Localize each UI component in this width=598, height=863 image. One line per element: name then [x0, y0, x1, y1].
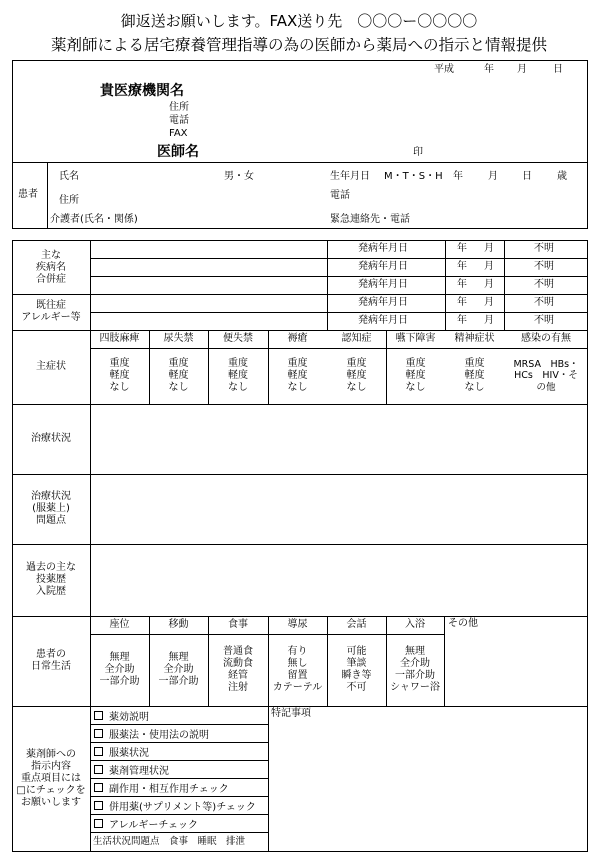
symptom-header: 尿失禁 — [163, 332, 194, 344]
checkbox[interactable] — [94, 711, 103, 720]
patient-side-label: 患者 — [18, 189, 38, 200]
daily-header: 座位 — [109, 618, 130, 630]
checklist-item-allergy[interactable]: アレルギーチェック — [94, 814, 198, 832]
symptom-header: 嚥下障害 — [395, 332, 436, 344]
institution-address-label: 住所 — [169, 102, 189, 113]
symptom-levels: 重度 軽度 なし — [405, 357, 426, 394]
daily-header: 移動 — [168, 618, 189, 630]
patient-birth-era: M・T・S・H — [384, 171, 443, 182]
patient-birth-label: 生年月日 — [330, 171, 370, 182]
institution-fax-label: FAX — [169, 128, 188, 139]
form-title: 薬剤師による居宅療養管理指導の為の医師から薬局への指示と情報提供 — [50, 36, 547, 54]
past-history-label: 過去の主な 投薬歴 入院歴 — [26, 561, 76, 598]
daily-header: 食事 — [228, 618, 248, 630]
patient-sex: 男・女 — [224, 171, 254, 182]
medication-issues-label: 治療状況 (服薬上) 問題点 — [31, 490, 71, 527]
institution-phone-label: 電話 — [169, 115, 189, 126]
daily-header: 導尿 — [287, 618, 308, 630]
institution-patient-box — [12, 60, 588, 229]
symptom-header: 便失禁 — [223, 332, 253, 344]
lifestyle-issues-line: 生活状況問題点 食事 睡眠 排泄 — [93, 836, 246, 847]
checkbox[interactable] — [94, 765, 103, 774]
symptom-levels: 重度 軽度 なし — [168, 357, 189, 394]
symptom-levels: 重度 軽度 なし — [464, 357, 485, 394]
daily-options: 無理 全介助 一部介助 シャワー浴 — [390, 645, 440, 694]
pharmacist-instruction-label: 薬剤師への 指示内容 重点項目には □にチェックを お願いします — [16, 748, 86, 809]
checklist-item-drug-efficacy[interactable]: 薬効説明 — [94, 706, 149, 724]
patient-birth-month: 月 — [488, 171, 498, 182]
main-disease-label: 主な 疾病名 合併症 — [36, 249, 66, 286]
patient-birth-day: 日 — [522, 171, 532, 182]
special-notes-label: 特記事項 — [271, 708, 311, 719]
daily-options: 可能 筆談 瞬き等 不可 — [341, 645, 372, 694]
patient-birth-year: 年 — [453, 171, 463, 182]
symptom-levels: 重度 軽度 なし — [109, 357, 130, 394]
emergency-contact-label: 緊急連絡先・電話 — [330, 214, 410, 225]
checkbox[interactable] — [94, 729, 103, 738]
symptom-levels: 重度 軽度 なし — [228, 357, 248, 394]
patient-phone-label: 電話 — [330, 190, 350, 201]
treatment-status-label: 治療状況 — [31, 432, 71, 444]
daily-header: 会話 — [346, 618, 367, 630]
daily-options: 無理 全介助 一部介助 — [158, 651, 199, 688]
symptom-levels: 重度 軽度 なし — [346, 357, 367, 394]
daily-header: 入浴 — [405, 618, 425, 630]
symptom-header: 四肢麻痺 — [99, 332, 140, 344]
patient-address-label: 住所 — [59, 195, 79, 206]
checkbox[interactable] — [94, 783, 103, 792]
symptom-header: 褥瘡 — [287, 332, 308, 344]
patient-name-label: 氏名 — [59, 171, 79, 182]
date-era: 平成 — [434, 64, 454, 75]
symptom-header: 精神症状 — [454, 332, 495, 344]
checklist-item-administration[interactable]: 服薬法・使用法の説明 — [94, 724, 209, 742]
daily-options: 有り 無し 留置 カテーテル — [272, 645, 323, 694]
doctor-name-label: 医師名 — [157, 144, 199, 160]
checklist-item-concomitant-drugs[interactable]: 併用薬(サプリメント等)チェック — [94, 796, 256, 814]
daily-life-label: 患者の 日常生活 — [31, 648, 71, 672]
daily-options: 普通食 流動食 経管 注射 — [223, 645, 253, 694]
checkbox[interactable] — [94, 819, 103, 828]
symptom-levels: 重度 軽度 なし — [287, 357, 308, 394]
seal-label: 印 — [413, 147, 423, 158]
date-day: 日 — [553, 64, 563, 75]
checklist-item-adherence[interactable]: 服薬状況 — [94, 742, 149, 760]
daily-other-label: その他 — [448, 618, 478, 629]
date-year: 年 — [484, 64, 494, 75]
symptom-header: 認知症 — [341, 332, 372, 344]
symptom-header: 感染の有無 — [521, 332, 571, 344]
patient-age: 歳 — [557, 171, 567, 182]
daily-options: 無理 全介助 一部介助 — [99, 651, 140, 688]
institution-title: 貴医療機関名 — [100, 83, 184, 99]
infection-types: MRSA HBs・ HCs HIV・そ の他 — [513, 358, 579, 393]
checklist-item-drug-management[interactable]: 薬剤管理状況 — [94, 760, 169, 778]
checkbox[interactable] — [94, 801, 103, 810]
checkbox[interactable] — [94, 747, 103, 756]
checklist-item-side-effects[interactable]: 副作用・相互作用チェック — [94, 778, 229, 796]
date-month: 月 — [517, 64, 527, 75]
fax-instruction: 御返送お願いします。FAX送り先 〇〇〇ー〇〇〇〇 — [120, 12, 478, 30]
history-allergy-label: 既往症 アレルギー等 — [21, 299, 81, 323]
main-symptoms-label: 主症状 — [36, 360, 66, 372]
caregiver-label: 介護者(氏名・関係) — [50, 214, 138, 225]
